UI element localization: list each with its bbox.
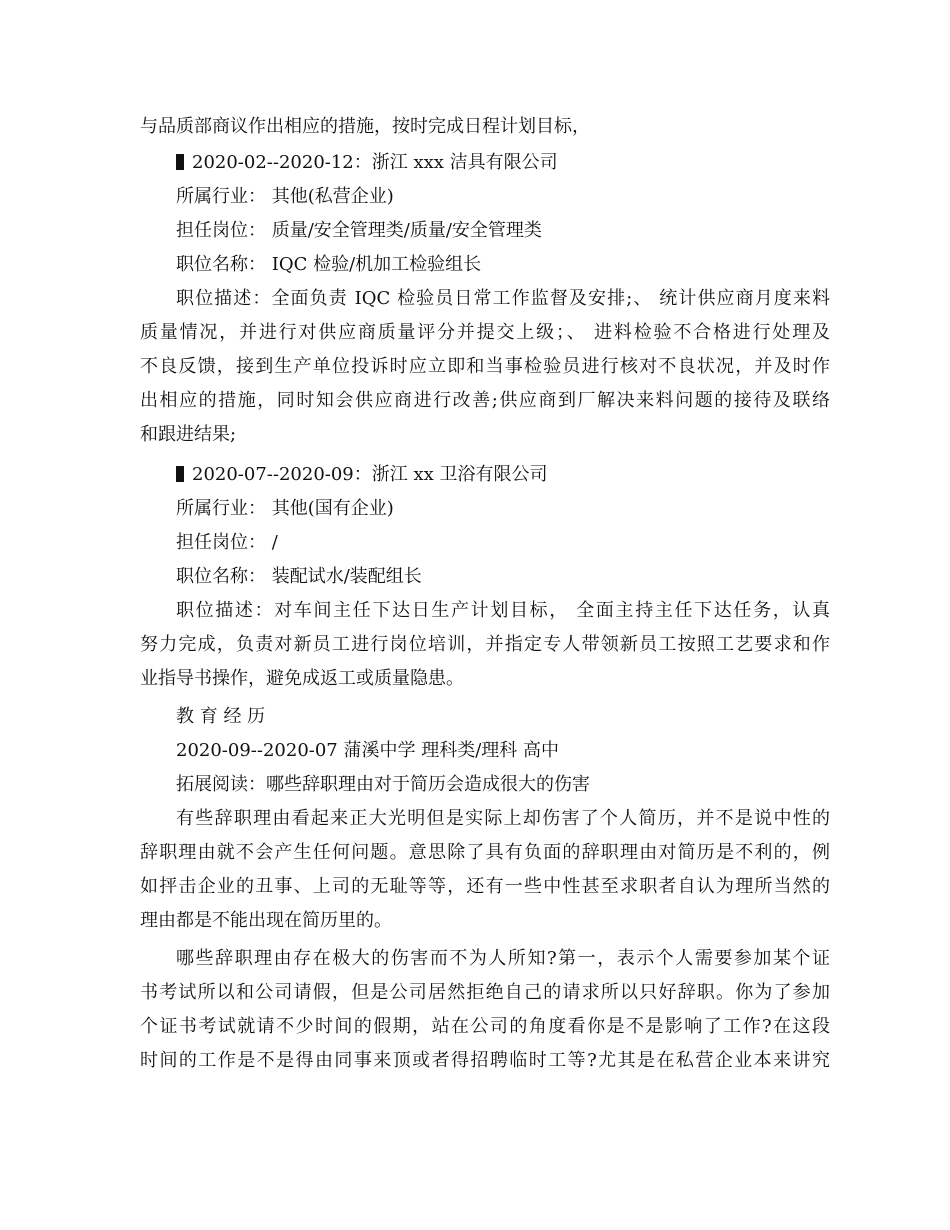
education-entry: 2020-09--2020-07 蒲溪中学 理科类/理科 高中 bbox=[176, 740, 559, 761]
article-paragraph-line: 个证书考试就请不少时间的假期，站在公司的角度看你是不是影响了工作?在这段 bbox=[140, 1016, 830, 1037]
article-paragraph-line: 有些辞职理由看起来正大光明但是实际上却伤害了个人简历，并不是说中性的 bbox=[176, 808, 830, 829]
article-paragraph-line: 时间的工作是不是得由同事来顶或者得招聘临时工等?尤其是在私营企业本来讲究 bbox=[140, 1050, 830, 1071]
job-entry-title: 2020-07--2020-09：浙江 xx 卫浴有限公司 bbox=[192, 464, 548, 485]
position-field: 担任岗位： 质量/安全管理类/质量/安全管理类 bbox=[176, 220, 542, 241]
job-description-line: 不良反馈，接到生产单位投诉时应立即和当事检验员进行核对不良状况，并及时作 bbox=[140, 356, 830, 377]
job-description-line: 职位描述：对车间主任下达日生产计划目标， 全面主持主任下达任务，认真 bbox=[176, 600, 830, 621]
industry-field: 所属行业： 其他(私营企业) bbox=[176, 186, 394, 207]
education-heading: 教 育 经 历 bbox=[176, 706, 266, 727]
article-paragraph-line: 哪些辞职理由存在极大的伤害而不为人所知?第一，表示个人需要参加某个证 bbox=[176, 948, 830, 969]
bullet-square-icon bbox=[176, 154, 184, 170]
job-entry-title: 2020-02--2020-12：浙江 xxx 洁具有限公司 bbox=[192, 152, 558, 173]
article-paragraph-line: 辞职理由就不会产生任何问题。意思除了具有负面的辞职理由对简历是不利的，例 bbox=[140, 842, 830, 863]
article-paragraph-line: 如抨击企业的丑事、上司的无耻等等，还有一些中性甚至求职者自认为理所当然的 bbox=[140, 876, 830, 897]
job-description-line: 和跟进结果; bbox=[140, 424, 237, 445]
industry-field: 所属行业： 其他(国有企业) bbox=[176, 498, 394, 519]
job-description-line: 质量情况，并进行对供应商质量评分并提交上级；、 进料检验不合格进行处理及 bbox=[140, 322, 830, 343]
article-paragraph-line: 书考试所以和公司请假，但是公司居然拒绝自己的请求所以只好辞职。你为了参加 bbox=[140, 982, 830, 1003]
job-description-line: 出相应的措施，同时知会供应商进行改善;供应商到厂解决来料问题的接待及联络 bbox=[140, 390, 830, 411]
text-line: 与品质部商议作出相应的措施，按时完成日程计划目标， bbox=[140, 116, 590, 137]
job-description-line: 业指导书操作，避免成返工或质量隐患。 bbox=[140, 668, 464, 689]
position-field: 担任岗位： / bbox=[176, 532, 278, 553]
job-title-field: 职位名称： 装配试水/装配组长 bbox=[176, 566, 422, 587]
job-description-line: 努力完成，负责对新员工进行岗位培训，并指定专人带领新员工按照工艺要求和作 bbox=[140, 634, 830, 655]
extended-reading-title: 拓展阅读：哪些辞职理由对于简历会造成很大的伤害 bbox=[176, 774, 590, 795]
job-entry-heading bbox=[176, 458, 830, 492]
bullet-square-icon bbox=[176, 466, 184, 482]
job-description-line: 职位描述：全面负责 IQC 检验员日常工作监督及安排;、 统计供应商月度来料 bbox=[176, 288, 830, 309]
job-entry-heading bbox=[176, 146, 830, 180]
job-title-field: 职位名称： IQC 检验/机加工检验组长 bbox=[176, 254, 482, 275]
article-paragraph-line: 理由都是不能出现在简历里的。 bbox=[140, 910, 392, 931]
